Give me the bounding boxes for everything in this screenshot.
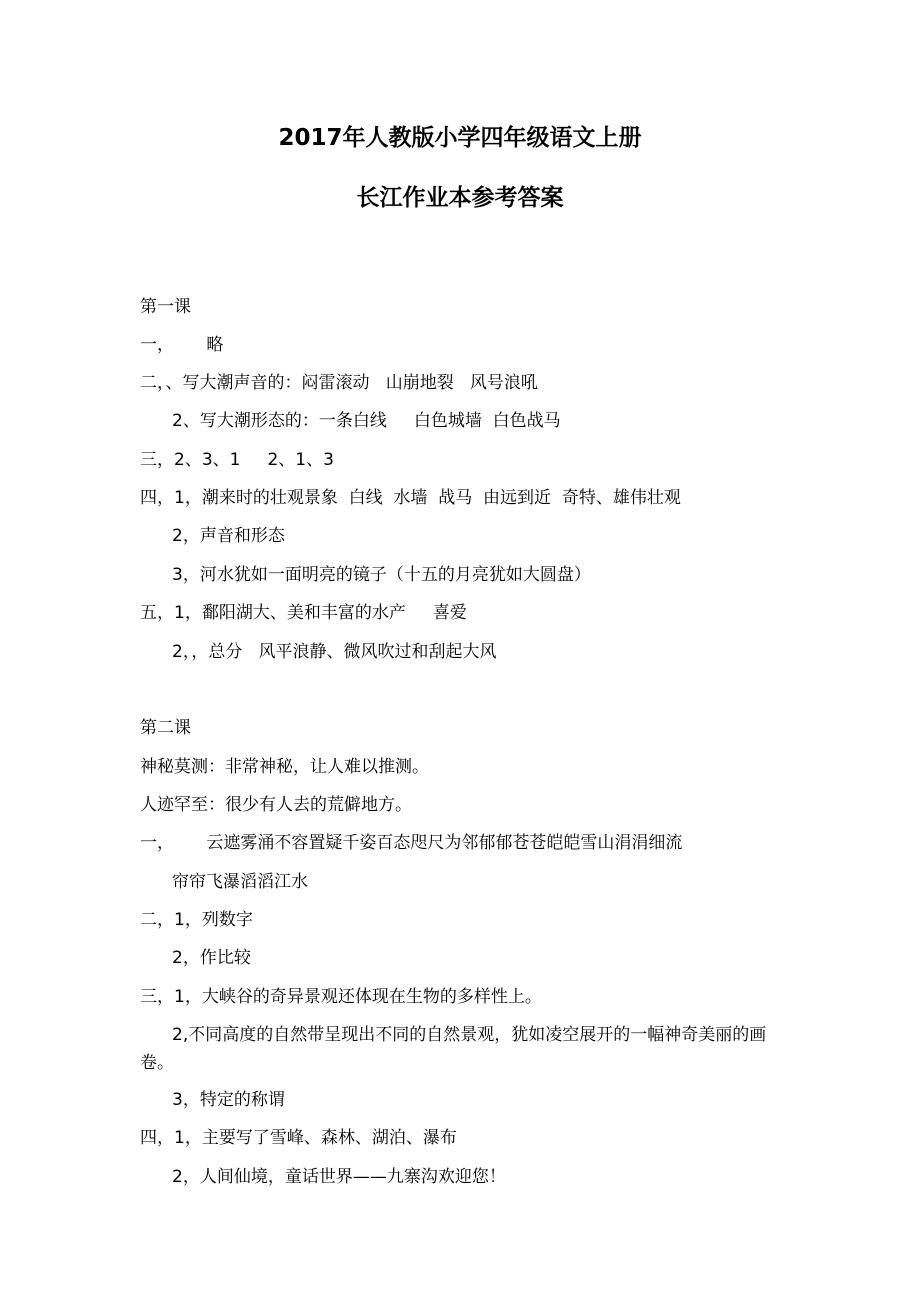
lesson-2-paragraph: 2,不同高度的自然带呈现出不同的自然景观，犹如凌空展开的一幅神奇美丽的画卷。	[140, 1025, 767, 1073]
lesson-1-line: 3，河水犹如一面明亮的镜子（十五的月亮犹如大圆盘）	[172, 565, 591, 585]
lesson-2-line: 3，特定的称谓	[172, 1090, 285, 1110]
lesson-1-line: 2、写大潮形态的：一条白线 白色城墙 白色战马	[172, 411, 561, 431]
lesson-1-line: 三，2、3、1 2、1、3	[140, 450, 334, 470]
lesson-2-line: 三，1，大峡谷的奇异景观还体现在生物的多样性上。	[140, 987, 542, 1007]
lesson-2-line: 四，1，主要写了雪峰、森林、湖泊、瀑布	[140, 1128, 457, 1148]
document-subtitle: 长江作业本参考答案	[356, 185, 564, 211]
lesson-1-line: 五，1，鄱阳湖大、美和丰富的水产 喜爱	[140, 603, 467, 623]
lesson-2-line: 人迹罕至：很少有人去的荒僻地方。	[140, 795, 412, 815]
lesson-1-heading: 第一课	[140, 297, 191, 317]
lesson-2-line: 帘帘飞瀑滔滔江水	[172, 872, 308, 892]
lesson-1-line: 二，、写大潮声音的：闷雷滚动 山崩地裂 风号浪吼	[140, 373, 538, 393]
lesson-1-line: 2，声音和形态	[172, 526, 285, 546]
lesson-1-line: 一， 略	[140, 335, 224, 355]
lesson-1-line: 四，1，潮来时的壮观景象 白线 水墙 战马 由远到近 奇特、雄伟壮观	[140, 488, 681, 508]
lesson-2-line: 2，人间仙境，童话世界——九寨沟欢迎您！	[172, 1167, 506, 1187]
lesson-1-line: 2，，总分 风平浪静、微风吹过和刮起大风	[172, 642, 497, 662]
lesson-2-heading: 第二课	[140, 718, 191, 738]
lesson-2-line: 二，1，列数字	[140, 910, 253, 930]
lesson-2-line: 一， 云遮雾涌不容置疑千姿百态咫尺为邻郁郁苍苍皑皑雪山涓涓细流	[140, 833, 683, 853]
lesson-2-line: 2，作比较	[172, 948, 251, 968]
document-title: 2017年人教版小学四年级语文上册	[278, 125, 642, 151]
lesson-2-line: 神秘莫测：非常神秘，让人难以推测。	[140, 757, 429, 777]
